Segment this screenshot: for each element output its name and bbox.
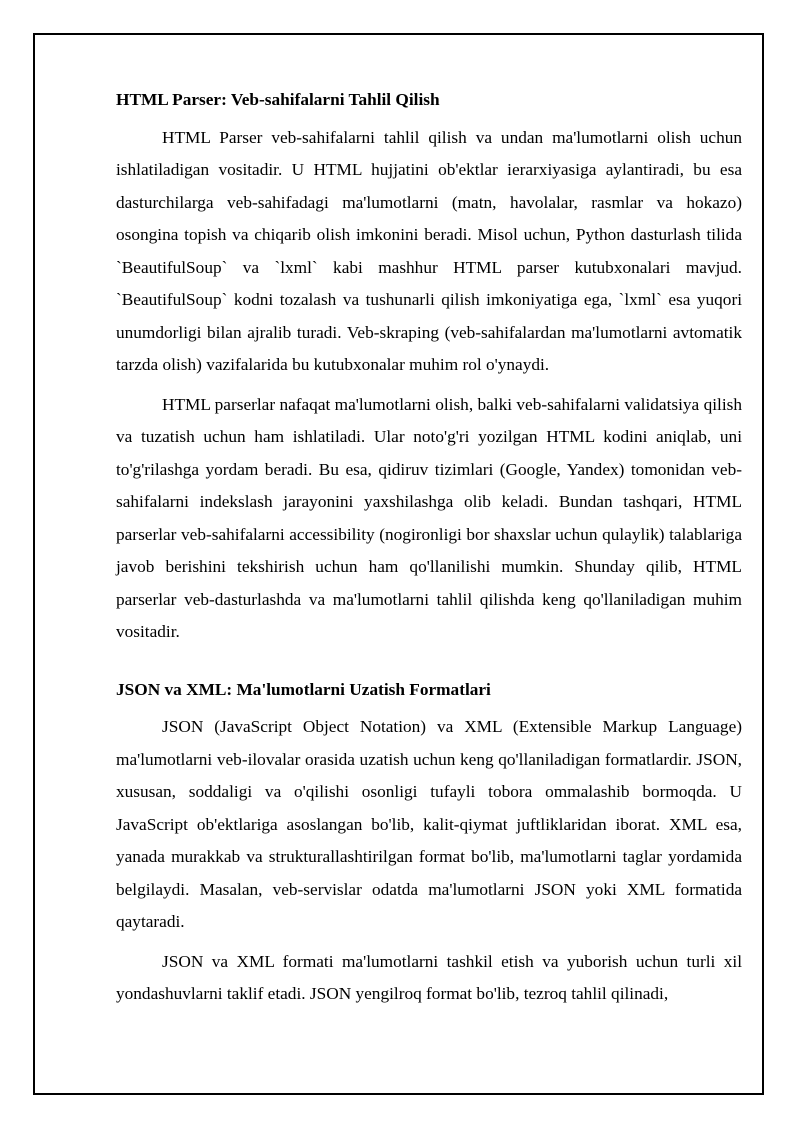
paragraph: JSON (JavaScript Object Notation) va XML (Extensible Markup Language) ma'lumotlarni veb-ilovalar orasida uzatish uchun keng qo'llaniladigan formatlardir. JSON, xususan, soddaligi va o'qilishi osonligi tufayli tobora ommalashib bormoqda. U JavaScript ob'ektlariga asoslangan bo'lib, kalit-qiymat juftliklaridan iborat. XML esa, yanada murakkab va strukturallashtirilgan format bo'lib, ma'lumotlarni taglar yordamida belgilaydi. Masalan, veb-servislar odatda ma'lumotlarni JSON yoki XML formatida qaytaradi. [116,717,742,931]
paragraph: HTML Parser veb-sahifalarni tahlil qilish va undan ma'lumotlarni olish uchun ishlatiladigan vositadir. U HTML hujjatini ob'ektlar ierarxiyasiga aylantiradi, bu esa dasturchilarga veb-sahifadagi ma'lumotlarni (matn, havolalar, rasmlar va hokazo) osongina topish va chiqarib olish imkonini beradi. Misol uchun, Python dasturlash tilida `BeautifulSoup` va `lxml` kabi mashhur HTML parser kutubxonalari mavjud. `BeautifulSoup` kodni tozalash va tushunarli qilish imkoniyatiga ega, `lxml` esa yuqori unumdorligi bilan ajralib turadi. Veb-skraping (veb-sahifalardan ma'lumotlarni avtomatik tarzda olish) vazifalarida bu kutubxonalar muhim rol o'ynaydi. [116,127,742,374]
section-html-parser [116,84,742,649]
section-heading: JSON va XML: Ma'lumotlarni Uzatish Formatlari [116,679,491,699]
section-json-xml [116,674,742,1011]
document-body [116,84,742,1018]
section-heading: HTML Parser: Veb-sahifalarni Tahlil Qilish [116,90,440,109]
paragraph: HTML parserlar nafaqat ma'lumotlarni olish, balki veb-sahifalarni validatsiya qilish va tuzatish uchun ham ishlatiladi. Ular noto'g'ri yozilgan HTML kodini aniqlab, uni to'g'rilashga yordam beradi. Bu esa, qidiruv tizimlari (Google, Yandex) tomonidan veb-sahifalarni indekslash jarayonini yaxshilashga olib keladi. Bundan tashqari, HTML parserlar veb-sahifalarni accessibility (nogironligi bor shaxslar uchun qulaylik) talablariga javob berishini tekshirish uchun ham qo'llanilishi mumkin. Shunday qilib, HTML parserlar veb-dasturlashda va ma'lumotlarni tahlil qilishda keng qo'llaniladigan muhim vositadir. [116,394,742,641]
paragraph: JSON va XML formati ma'lumotlarni tashkil etish va yuborish uchun turli xil yondashuvlarni taklif etadi. JSON yengilroq format bo'lib, tezroq tahlil qilinadi, [116,951,742,1003]
section-spacer [116,656,742,674]
